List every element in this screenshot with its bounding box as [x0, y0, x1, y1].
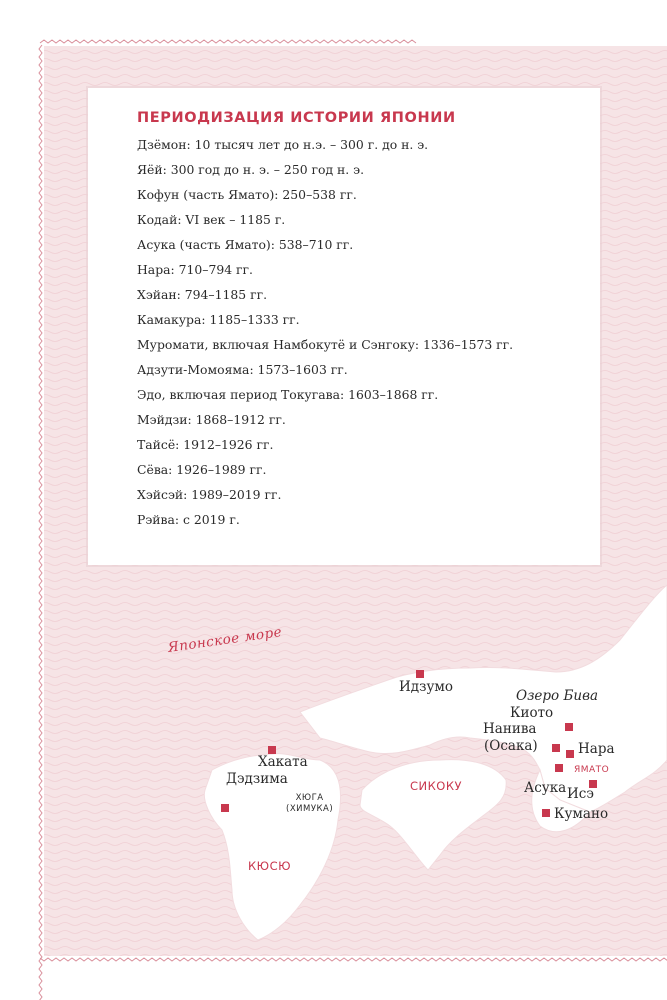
period-item: Эдо, включая период Токугава: 1603–1868 гг.	[137, 387, 439, 402]
period-item: Кофун (часть Ямато): 250–538 гг.	[137, 187, 357, 202]
city-naniwa: Нанива	[483, 721, 537, 737]
period-item: Рэйва: с 2019 г.	[137, 512, 240, 527]
period-item: Камакура: 1185–1333 гг.	[137, 312, 300, 327]
city-ise: Исэ	[567, 786, 594, 802]
period-item: Нара: 710–794 гг.	[137, 262, 253, 277]
period-item: Асука (часть Ямато): 538–710 гг.	[137, 237, 354, 252]
region-kyushu: КЮСЮ	[248, 859, 292, 873]
dejima-marker	[221, 804, 229, 812]
period-item: Хэйан: 794–1185 гг.	[137, 287, 268, 302]
city-asuka: Асука	[524, 780, 567, 796]
region-yamato: ЯМАТО	[574, 765, 610, 775]
city-nara: Нара	[578, 741, 615, 757]
period-item: Сёва: 1926–1989 гг.	[137, 462, 267, 477]
period-item: Дзёмон: 10 тысяч лет до н.э. – 300 г. до н. э.	[137, 137, 429, 152]
period-item: Кодай: VI век – 1185 г.	[137, 212, 286, 227]
naniwa-marker	[552, 744, 560, 752]
periods-list	[137, 136, 513, 536]
kyoto-marker	[565, 723, 573, 731]
izumo-marker	[416, 670, 424, 678]
hakata-marker	[268, 746, 276, 754]
region-hyuga-line2: (ХИМУКА)	[286, 804, 334, 814]
city-izumo: Идзумо	[399, 679, 454, 695]
region-hyuga	[286, 793, 333, 815]
period-item: Мэйдзи: 1868–1912 гг.	[137, 412, 286, 427]
period-item: Яёй: 300 год до н. э. – 250 год н. э.	[137, 162, 365, 177]
city-kyoto: Киото	[510, 705, 554, 721]
nara-marker	[566, 750, 574, 758]
period-item: Адзути-Момояма: 1573–1603 гг.	[137, 362, 348, 377]
asuka-marker	[555, 764, 563, 772]
region-hyuga-line1: ХЮГА	[295, 793, 324, 803]
map-border-top	[40, 40, 416, 43]
timeline-title: ПЕРИОДИЗАЦИЯ ИСТОРИИ ЯПОНИИ	[137, 110, 456, 126]
period-item: Муромати, включая Намбокутё и Сэнгоку: 1336–1573 гг.	[137, 337, 514, 352]
map-border-bottom	[40, 958, 667, 961]
lake-biwa-label: Озеро Бива	[516, 688, 599, 704]
kumano-marker	[542, 809, 550, 817]
map-border-left	[39, 45, 42, 1000]
city-hakata: Хаката	[258, 754, 308, 770]
city-dejima: Дэдзима	[226, 771, 288, 787]
sea-label: Японское море	[166, 624, 284, 656]
period-item: Тайсё: 1912–1926 гг.	[137, 437, 274, 452]
region-shikoku: СИКОКУ	[410, 779, 463, 793]
period-item: Хэйсэй: 1989–2019 гг.	[137, 487, 282, 502]
city-kumano: Кумано	[554, 806, 609, 822]
city-naniwa-alt: (Осака)	[484, 738, 538, 754]
